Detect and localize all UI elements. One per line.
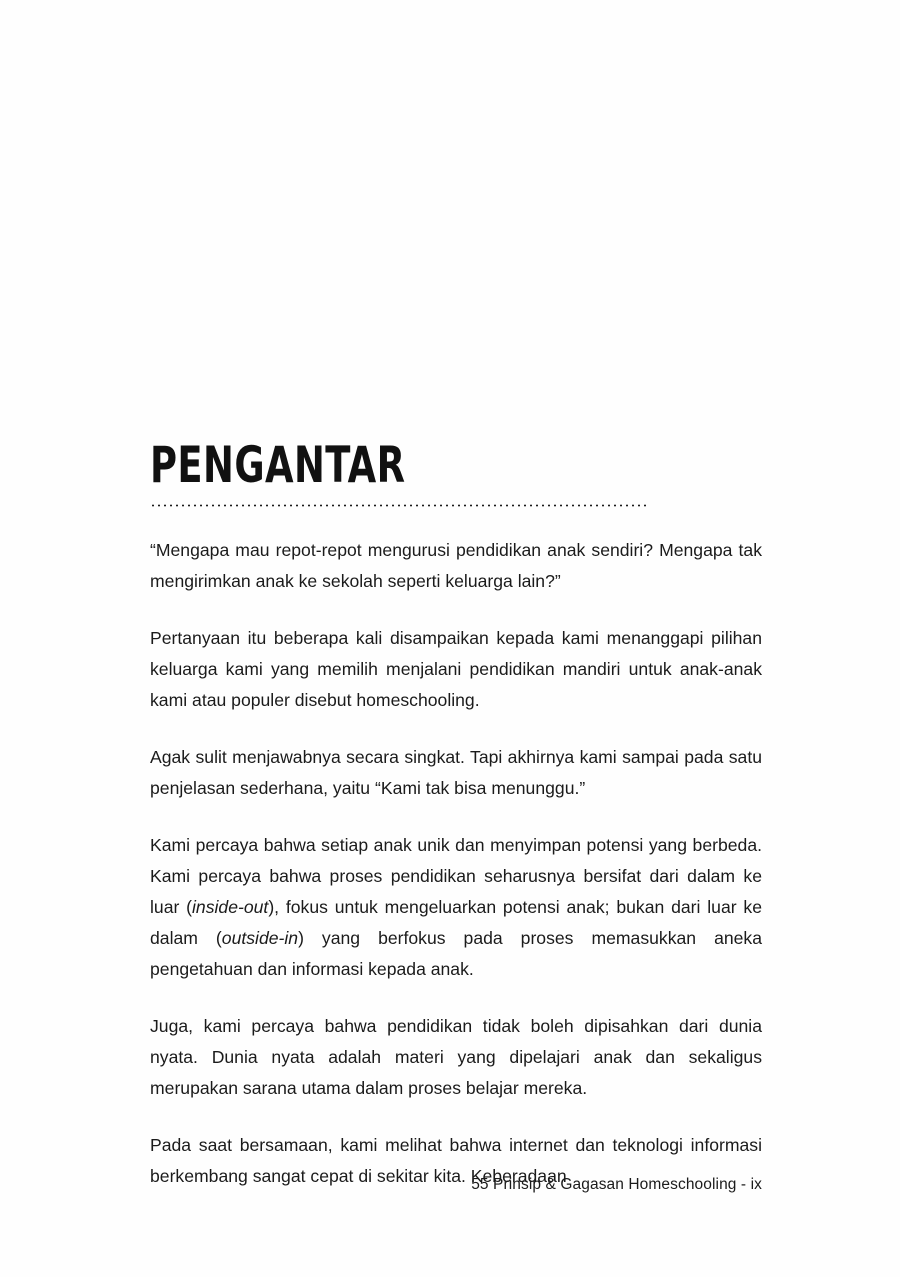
page-content bbox=[150, 436, 763, 1192]
paragraph-1: “Mengapa mau repot-repot mengurusi pendidikan anak sendiri? Mengapa tak mengirimkan anak ke sekolah seperti keluarga lain?” bbox=[150, 540, 762, 591]
body-text bbox=[150, 535, 762, 1192]
page-footer: 55 Prinsip & Gagasan Homeschooling - ix bbox=[471, 1176, 762, 1193]
emphasis-text: inside-out bbox=[192, 897, 269, 917]
paragraph-4: Kami percaya bahwa setiap anak unik dan menyimpan potensi yang berbeda. Kami percaya bahwa proses pendidikan seharusnya bersifat dari dalam ke luar (inside-out), fokus untuk mengeluarkan potensi anak; bukan dari luar ke dalam (outside-in) yang berfokus pada proses memasukkan aneka pengetahuan dan informasi kepada anak. bbox=[150, 835, 763, 979]
paragraph-5: Juga, kami percaya bahwa pendidikan tidak boleh dipisahkan dari dunia nyata. Dunia nyata adalah materi yang dipelajari anak dan sekaligus merupakan sarana utama dalam proses belajar mereka. bbox=[150, 1016, 762, 1098]
emphasis-text: outside-in bbox=[221, 928, 299, 948]
title-divider bbox=[150, 504, 650, 507]
paragraph-3: Agak sulit menjawabnya secara singkat. Tapi akhirnya kami sampai pada satu penjelasan sederhana, yaitu “Kami tak bisa menunggu.” bbox=[150, 747, 762, 798]
page-title: PENGANTAR bbox=[150, 436, 406, 494]
paragraph-2: Pertanyaan itu beberapa kali disampaikan kepada kami menanggapi pilihan keluarga kami yang memilih menjalani pendidikan mandiri untuk anak-anak kami atau populer disebut homeschooling. bbox=[150, 628, 762, 710]
paragraph-6: Pada saat bersamaan, kami melihat bahwa internet dan teknologi informasi berkembang sangat cepat di sekitar kita. Keberadaan bbox=[150, 1135, 762, 1186]
